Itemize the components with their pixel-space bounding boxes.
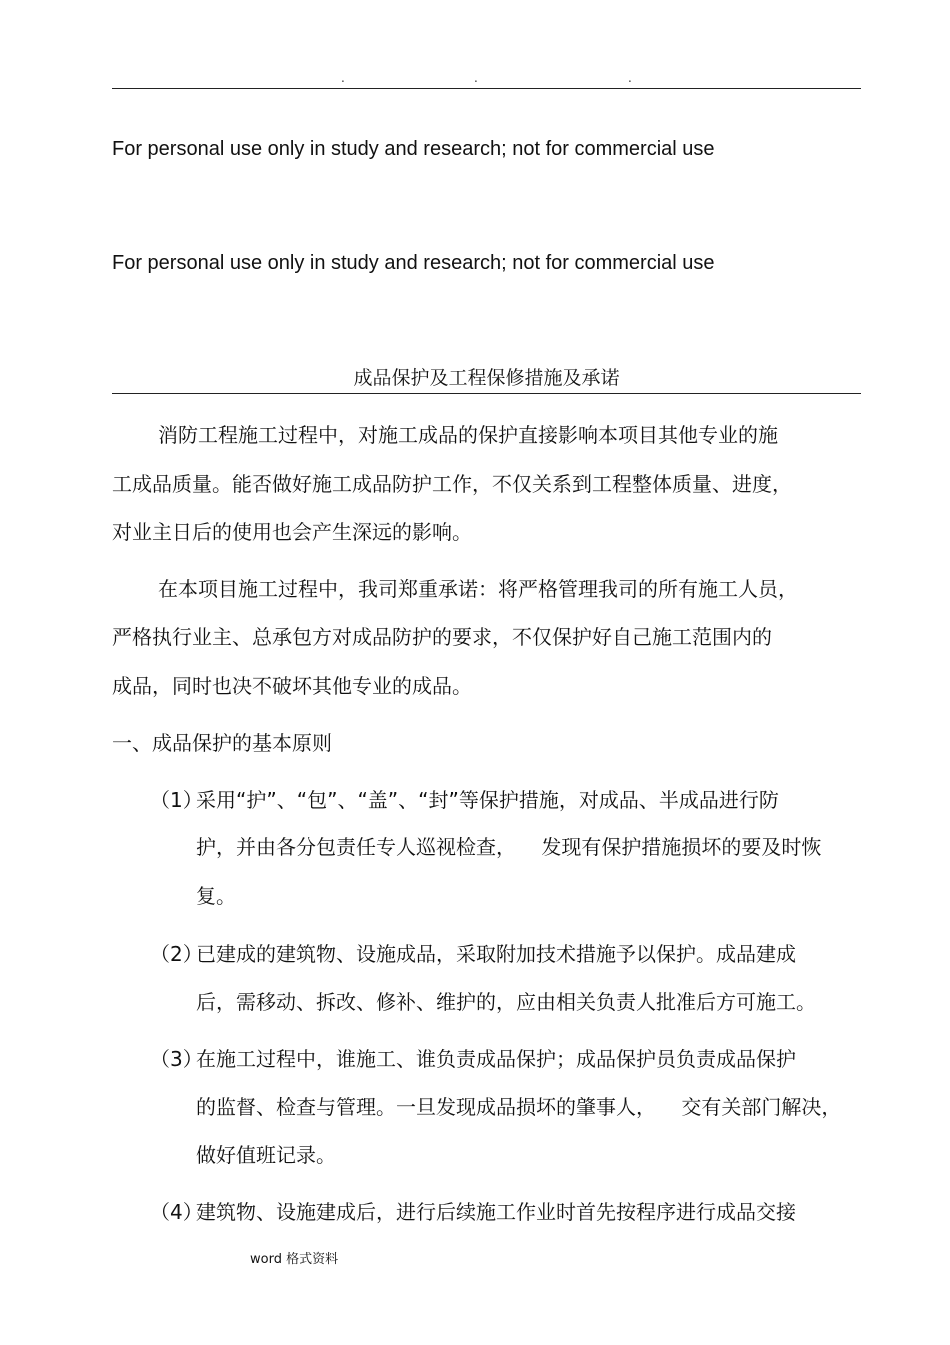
disclaimer-text: For personal use only in study and research; not for commercial use <box>112 138 715 160</box>
item-line: 护，并由各分包责任专人巡视检查， 发现有保护措施损坏的要及时恢 <box>196 835 822 859</box>
document-title: 成品保护及工程保修措施及承诺 <box>353 367 620 389</box>
item-line: 复。 <box>196 884 236 908</box>
item-line: 后，需移动、拆改、修补、维护的，应由相关负责人批准后方可施工。 <box>196 990 816 1014</box>
footer-text: word 格式资料 <box>250 1252 339 1267</box>
item-line: 在施工过程中，谁施工、谁负责成品保护；成品保护员负责成品保护 <box>196 1047 796 1071</box>
title-rule <box>112 393 861 394</box>
header-dot: . <box>474 71 478 85</box>
header-rule <box>112 88 861 89</box>
paragraph-line: 在本项目施工过程中，我司郑重承诺：将严格管理我司的所有施工人员， <box>158 577 798 601</box>
section-heading: 一、成品保护的基本原则 <box>112 731 332 755</box>
paragraph-line: 对业主日后的使用也会产生深远的影响。 <box>112 520 472 544</box>
item-number: （1） <box>150 788 203 812</box>
item-line: 采用“护”、“包”、“盖”、“封”等保护措施，对成品、半成品进行防 <box>196 788 779 812</box>
paragraph-line: 消防工程施工过程中，对施工成品的保护直接影响本项目其他专业的施 <box>158 423 778 447</box>
paragraph-line: 严格执行业主、总承包方对成品防护的要求，不仅保护好自己施工范围内的 <box>112 625 772 649</box>
item-number: （3） <box>150 1047 203 1071</box>
paragraph-line: 工成品质量。能否做好施工成品防护工作，不仅关系到工程整体质量、进度， <box>112 472 792 496</box>
header-dot: . <box>628 71 632 85</box>
item-number: （4） <box>150 1200 203 1224</box>
header-dot: . <box>341 71 345 85</box>
item-line: 建筑物、设施建成后，进行后续施工作业时首先按程序进行成品交接 <box>196 1200 796 1224</box>
item-number: （2） <box>150 942 203 966</box>
paragraph-line: 成品，同时也决不破坏其他专业的成品。 <box>112 674 472 698</box>
item-line: 的监督、检查与管理。一旦发现成品损坏的肇事人， 交有关部门解决， <box>196 1095 842 1119</box>
disclaimer-text: For personal use only in study and research; not for commercial use <box>112 252 715 274</box>
item-line: 已建成的建筑物、设施成品，采取附加技术措施予以保护。成品建成 <box>196 942 796 966</box>
item-line: 做好值班记录。 <box>196 1143 336 1167</box>
